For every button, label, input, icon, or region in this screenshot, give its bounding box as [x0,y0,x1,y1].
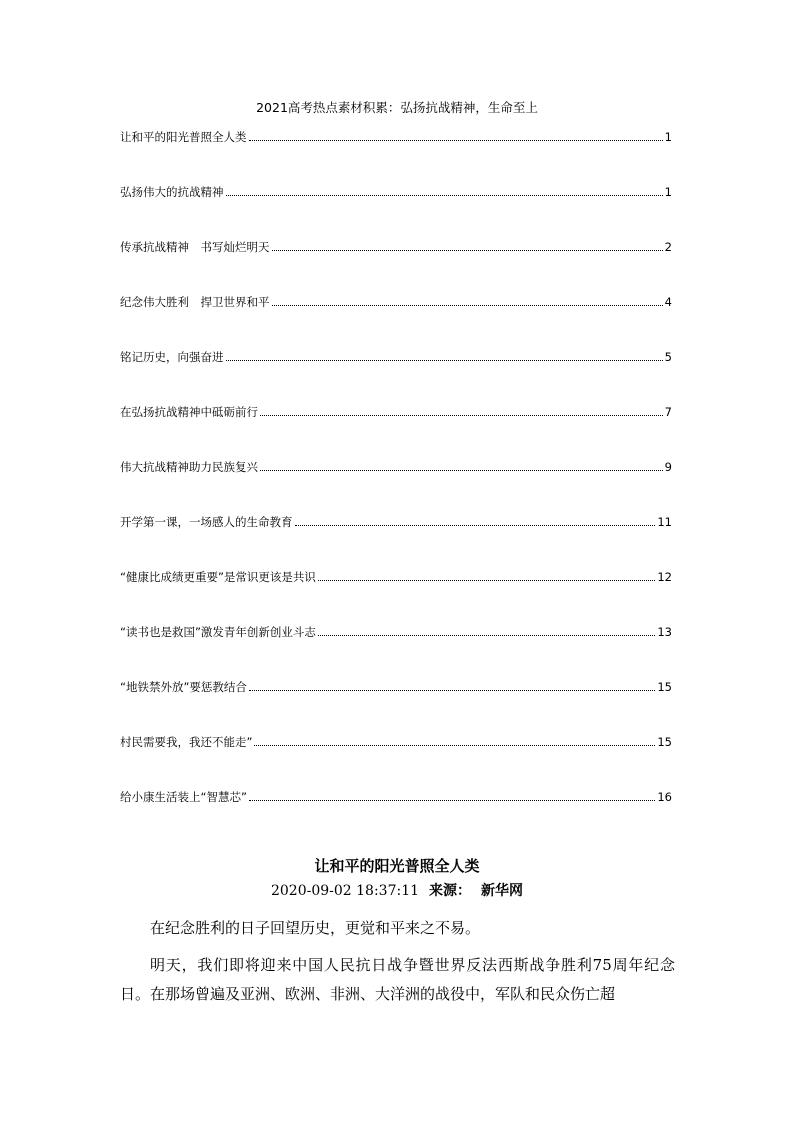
toc-entry[interactable] [120,734,672,789]
toc-entry[interactable] [120,184,672,239]
toc-entry-title[interactable]: 弘扬伟大的抗战精神 [120,185,224,199]
toc-page-number[interactable]: 1 [664,130,672,144]
toc-entry[interactable] [120,294,672,349]
toc-leader-dots [318,569,655,581]
article-datetime: 2020-09-02 18:37:11 [270,883,420,899]
toc-entry-title[interactable]: 伟大抗战精神助力民族复兴 [120,460,258,474]
toc-leader-dots [260,404,663,416]
toc-leader-dots [249,789,655,801]
toc-entry-title[interactable]: 给小康生活装上“智慧芯” [120,790,247,804]
toc-leader-dots [260,459,663,471]
toc-entry-title[interactable]: 铭记历史，向强奋进 [120,350,224,364]
toc-leader-dots [318,624,655,636]
toc-leader-dots [226,349,663,361]
toc-page-number[interactable]: 7 [664,405,672,419]
toc-page-number[interactable]: 16 [657,790,672,804]
toc-page-number[interactable]: 12 [657,570,672,584]
document-title: 2021高考热点素材积累：弘扬抗战精神，生命至上 [256,100,538,115]
toc-entry[interactable] [120,569,672,624]
toc-entry-title[interactable]: 开学第一课，一场感人的生命教育 [120,515,293,529]
toc-entry-title[interactable]: “地铁禁外放”要惩教结合 [120,680,247,694]
toc-entry[interactable] [120,789,672,844]
toc-page-number[interactable]: 1 [664,185,672,199]
toc-entry[interactable] [120,679,672,734]
toc-page-number[interactable]: 13 [657,625,672,639]
source-label: 来源： [429,883,472,899]
toc-entry[interactable] [120,239,672,294]
article-meta [0,881,794,901]
toc-leader-dots [226,184,663,196]
toc-entry-title[interactable]: 村民需要我，我还不能走” [120,735,253,749]
toc-entry[interactable] [120,129,672,184]
toc-entry[interactable] [120,349,672,404]
toc-page-number[interactable]: 2 [664,240,672,254]
toc-entry[interactable] [120,404,672,459]
table-of-contents [120,129,672,844]
toc-entry[interactable] [120,624,672,679]
toc-entry-title[interactable]: “读书也是救国”激发青年创新创业斗志 [120,625,316,639]
toc-entry[interactable] [120,459,672,514]
toc-leader-dots [249,129,663,141]
toc-page-number[interactable]: 9 [664,460,672,474]
toc-leader-dots [295,514,656,526]
toc-leader-dots [249,679,655,691]
toc-entry-title[interactable]: 在弘扬抗战精神中砥砺前行 [120,405,258,419]
toc-page-number[interactable]: 15 [657,735,672,749]
toc-leader-dots [272,294,663,306]
toc-leader-dots [272,239,663,251]
article-paragraph: 明天，我们即将迎来中国人民抗日战争暨世界反法西斯战争胜利75周年纪念日。在那场曾遍及亚洲、欧洲、非洲、大洋洲的战役中，军队和民众伤亡超 [120,956,675,1003]
source-name: 新华网 [481,883,524,899]
toc-entry-title[interactable]: 让和平的阳光普照全人类 [120,130,247,144]
toc-entry-title[interactable]: 传承抗战精神 书写灿烂明天 [120,240,270,254]
toc-page-number[interactable]: 4 [664,295,672,309]
article-title: 让和平的阳光普照全人类 [314,857,480,875]
toc-entry-title[interactable]: 纪念伟大胜利 捍卫世界和平 [120,295,270,309]
toc-page-number[interactable]: 15 [657,680,672,694]
toc-entry-title[interactable]: “健康比成绩更重要”是常识更该是共识 [120,570,316,584]
toc-page-number[interactable]: 5 [664,350,672,364]
toc-entry[interactable] [120,514,672,569]
toc-page-number[interactable]: 11 [657,515,672,529]
toc-leader-dots [254,734,655,746]
article-body [120,914,675,1017]
article-paragraph: 在纪念胜利的日子回望历史，更觉和平来之不易。 [150,919,481,937]
